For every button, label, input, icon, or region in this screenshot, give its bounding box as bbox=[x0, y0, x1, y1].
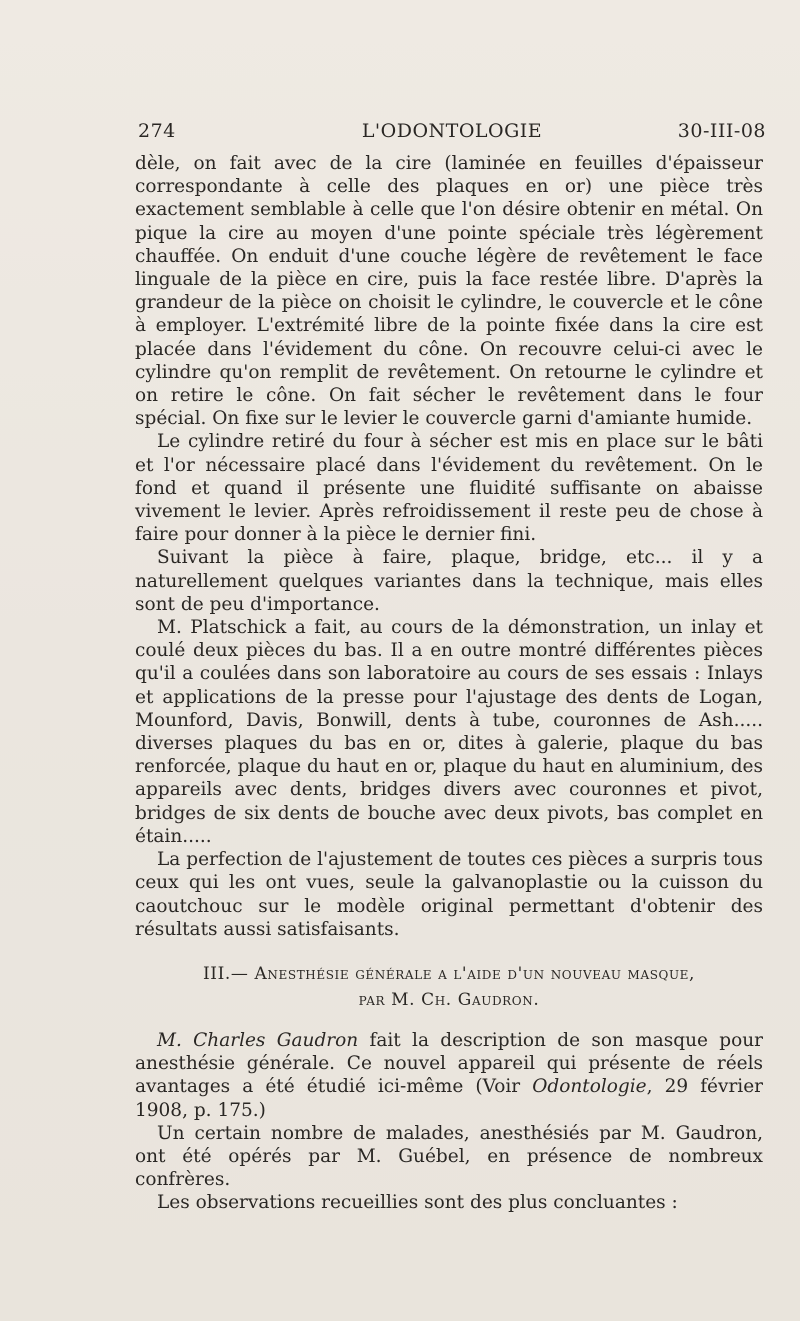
paragraph: Un certain nombre de malades, anesthésiés par M. Gaudron, ont été opérés par M. Guébel, en présence de nombreux confrères. bbox=[135, 1122, 763, 1191]
paragraph: La perfection de l'ajustement de toutes ces pièces a surpris tous ceux qui les ont vues, seule la galvanoplastie ou la cuisson du caoutchouc sur le modèle original permettant d'obtenir des résultats aussi satisfaisants. bbox=[135, 849, 763, 940]
paragraph-continued: dèle, on fait avec de la cire (laminée en feuilles d'épaisseur correspondante à celle des plaques en or) une pièce très exactement semblable à celle que l'on désire obtenir en métal. On pique la cire au moyen d'une pointe spéciale très légèrement chauffée. On enduit d'une couche légère de revêtement le face linguale de la pièce en cire, puis la face restée libre. D'après la grandeur de la pièce on choisit le cylindre, le couvercle et le cône à employer. L'extrémité libre de la pointe fixée dans la cire est placée dans l'évidement du cône. On recouvre celui-ci avec le cylindre qu'on remplit de revêtement. On retourne le cylindre et on retire le cône. On fait sécher le revêtement dans le four spécial. On fixe sur le levier le couvercle garni d'amiante humide. bbox=[135, 153, 763, 430]
paragraph bbox=[135, 1029, 763, 1122]
speaker-name: M. Charles Gaudron bbox=[157, 1029, 359, 1051]
issue-date: 30-III-08 bbox=[677, 120, 766, 142]
running-header bbox=[138, 120, 766, 148]
journal-title: L'ODONTOLOGIE bbox=[361, 120, 543, 142]
paragraph: Les observations recueillies sont des plus concluantes : bbox=[157, 1192, 678, 1214]
page-number: 274 bbox=[138, 120, 176, 142]
spacer bbox=[135, 1013, 763, 1029]
paragraph-text: fait la description de son masque pour anesthésie générale. Ce nouvel appareil qui présente de réels avantages a été étudié ici-même (Voir bbox=[135, 1029, 763, 1098]
paragraph: M. Platschick a fait, au cours de la démonstration, un inlay et coulé deux pièces du bas. Il a en outre montré différentes pièces qu'il a coulées dans son laboratoire au cours de ses essais : Inlays et applications de la presse pour l'ajustage des dents de Logan, Mounford, Davis, Bonwill, dents à tube, couronnes de Ash..... diverses plaques du bas en or, dites à galerie, plaque du bas renforcée, plaque du haut en or, plaque du haut en aluminium, des appareils avec dents, bridges divers avec couronnes et pivot, bridges de six dents de bouche avec deux pivots, bas complet en étain..... bbox=[135, 617, 763, 847]
paragraph-text: , 29 février 1908, p. 175.) bbox=[135, 1076, 764, 1121]
section-number: III.— bbox=[202, 963, 249, 984]
paragraph: Le cylindre retiré du four à sécher est mis en place sur le bâti et l'or nécessaire placé dans l'évidement du revêtement. On le fond et quand il présente une fluidité suffisante on abaisse vivement le levier. Après refroidissement il reste peu de chose à faire pour donner à la pièce le dernier fini. bbox=[135, 431, 763, 546]
section-title-line-2: par M. Ch. Gaudron. bbox=[358, 989, 540, 1010]
journal-reference: Odontologie bbox=[532, 1076, 647, 1098]
paragraph: Suivant la pièce à faire, plaque, bridge, etc... il y a naturellement quelques variantes dans la technique, mais elles sont de peu d'importance. bbox=[135, 547, 763, 615]
section-title-line-1: Anesthésie générale a l'aide d'un nouveau masque, bbox=[254, 963, 696, 984]
section-heading-line-1 bbox=[135, 961, 763, 987]
section-heading bbox=[135, 961, 763, 1013]
article-body bbox=[135, 152, 763, 1215]
